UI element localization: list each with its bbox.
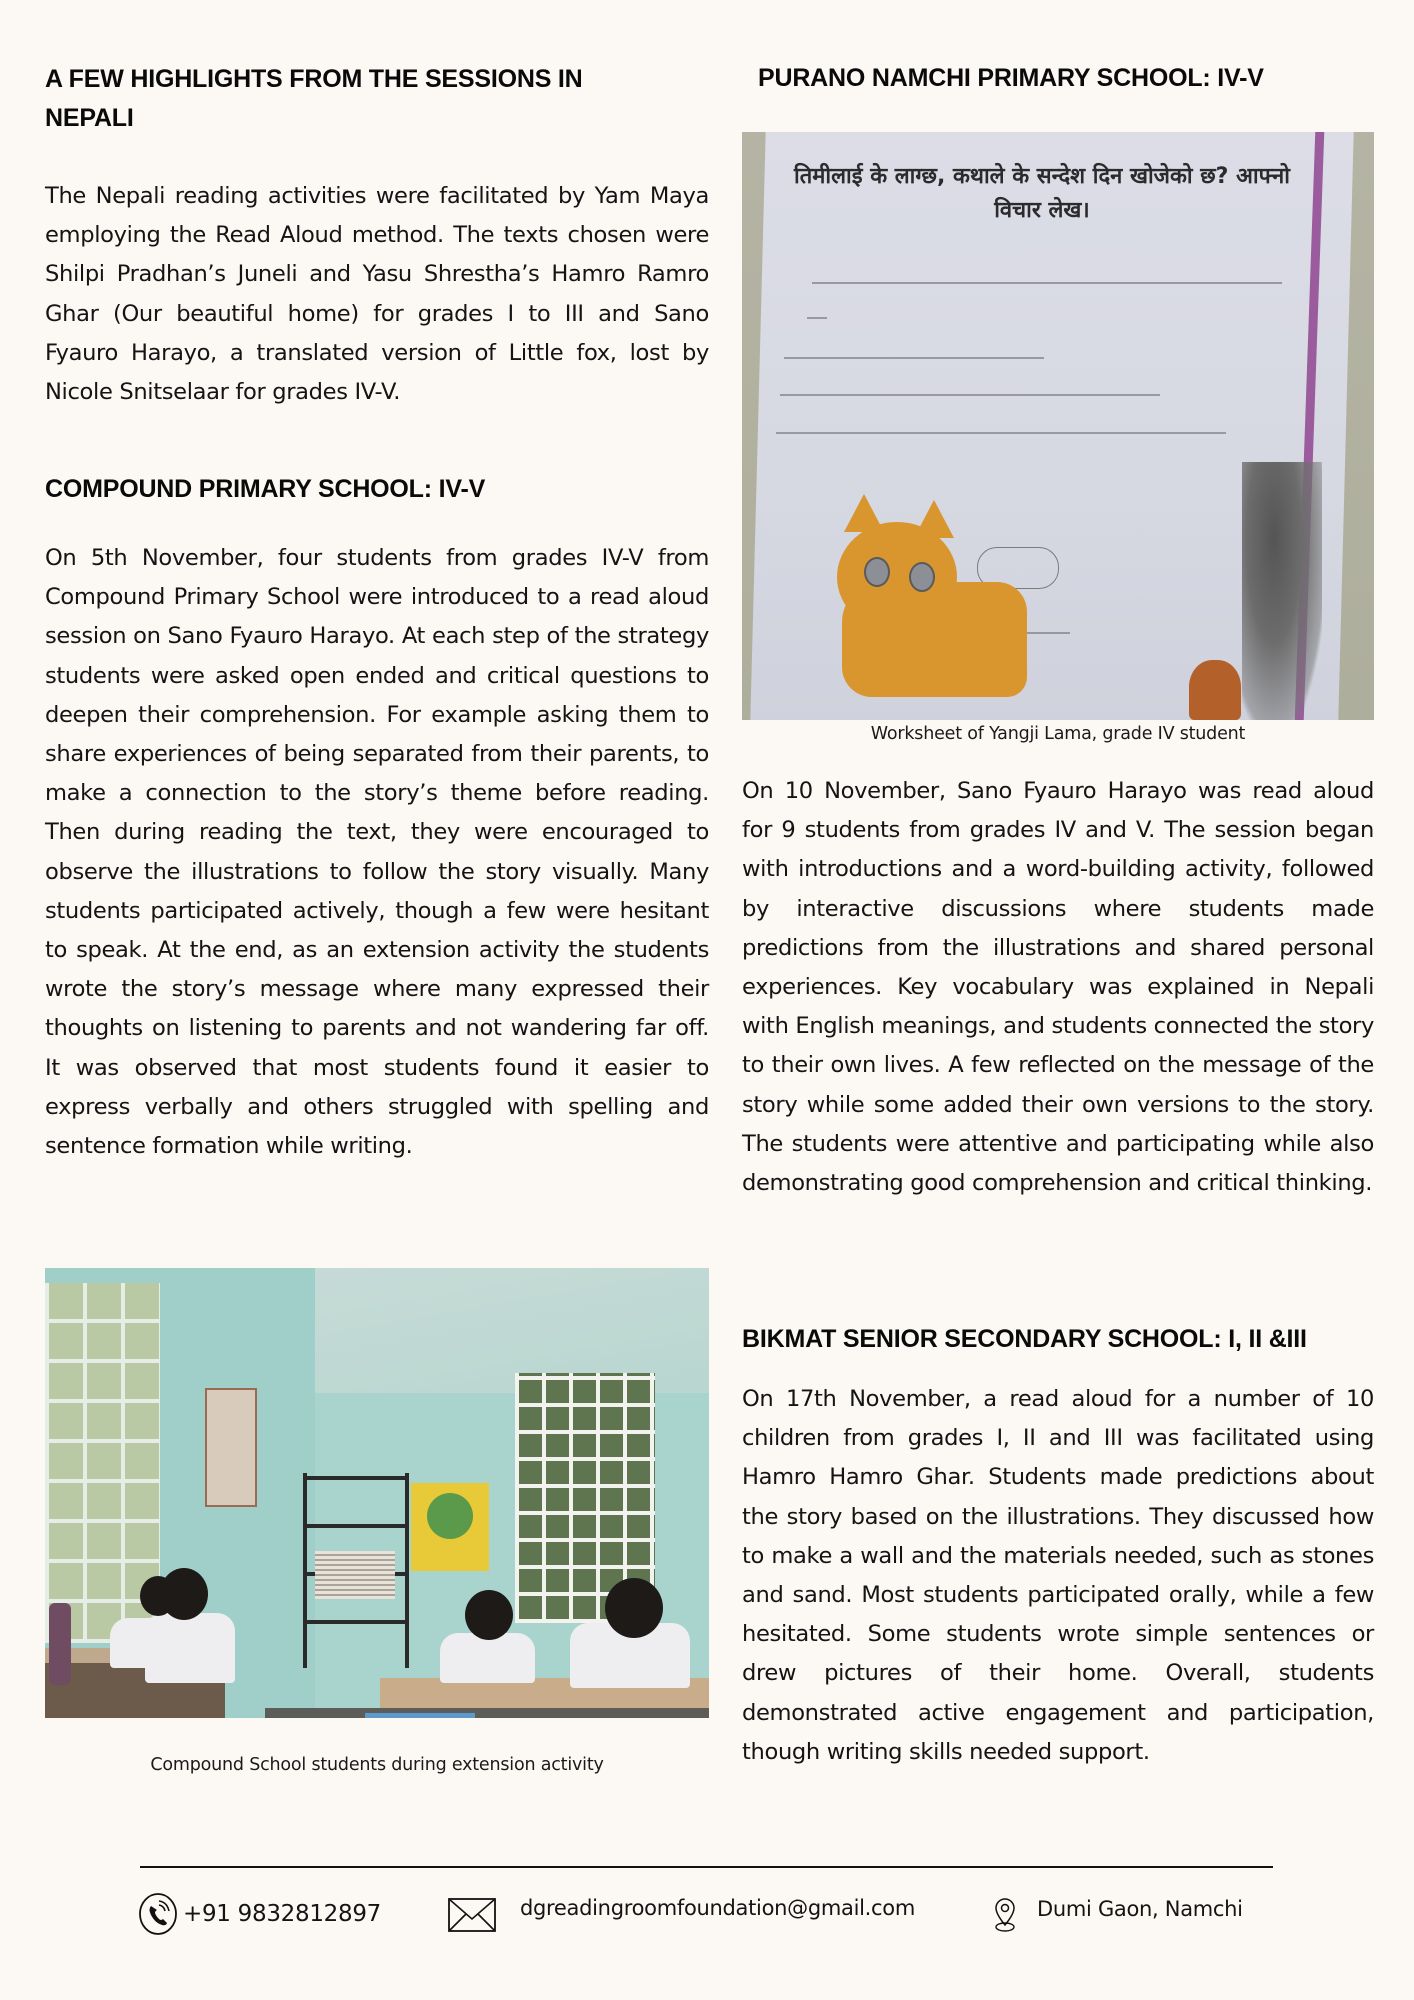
photo-blue-book (365, 1713, 475, 1718)
worksheet-cat-eye (864, 557, 890, 587)
footer-address (993, 1897, 1243, 1933)
classroom-photo (45, 1268, 709, 1718)
photo-student (440, 1633, 535, 1683)
worksheet-kitten-drawing (1189, 660, 1241, 720)
compound-school-paragraph: On 5th November, four students from grades IV-V from Compound Primary School were introduced to a read aloud session on Sano Fyauro Harayo. At each step of the strategy students were asked open ended and critical questions to deepen their comprehension. For example asking them to share experiences of being separated from their parents, to make a connection to the story’s theme before reading. Then during reading the text, they were encouraged to observe the illustrations to follow the story visually. Many students participated actively, though a few were hesitant to speak. At the end, as an extension activity the students wrote the story’s message where many expressed their thoughts on listening to parents and not wandering far off. It was observed that most students found it easier to express verbally and others struggled with spelling and sentence formation while writing. (45, 545, 709, 1160)
footer-email[interactable] (448, 1898, 915, 1932)
footer-divider (140, 1866, 1273, 1868)
compound-school-heading: COMPOUND PRIMARY SCHOOL: IV-V (45, 475, 486, 503)
worksheet-handwriting (780, 394, 1160, 396)
classroom-photo-caption: Compound School students during extension activity (150, 1755, 604, 1775)
purano-namchi-heading: PURANO NAMCHI PRIMARY SCHOOL: IV-V (758, 64, 1264, 92)
worksheet-photo-caption: Worksheet of Yangji Lama, grade IV student (870, 724, 1246, 744)
worksheet-cat-body (842, 582, 1027, 697)
phone-number[interactable]: +91 9832812897 (183, 1901, 381, 1927)
worksheet-photo (742, 132, 1374, 720)
footer-phone[interactable] (137, 1892, 381, 1936)
phone-icon (137, 1892, 179, 1936)
purano-namchi-paragraph: On 10 November, Sano Fyauro Harayo was read aloud for 9 students from grades IV and V. The session began with introductions and a word-building activity, followed by interactive discussions where students made predictions from the illustrations and shared personal experiences. Key vocabulary was explained in Nepali with English meanings, and students connected the story to their own lives. A few reflected on the message of the story while some added their own versions to the story. The students were attentive and participating while also demonstrating good comprehension and critical thinking. (742, 778, 1374, 1197)
photo-floor (265, 1708, 709, 1718)
worksheet-handwriting (807, 317, 827, 319)
mail-icon (448, 1898, 496, 1932)
worksheet-cat-eye (909, 562, 935, 592)
intro-paragraph: The Nepali reading activities were facilitated by Yam Maya employing the Read Aloud method. The texts chosen were Shilpi Pradhan’s Juneli and Yasu Shrestha’s Hamro Ramro Ghar (Our beautiful home) for grades I to III and Sano Fyauro Harayo, a translated version of Little fox, lost by Nicole Snitselaar for grades IV-V. (45, 183, 709, 406)
email-address[interactable]: dgreadingroomfoundation@gmail.com (520, 1896, 915, 1920)
bikmat-paragraph: On 17th November, a read aloud for a number of 10 children from grades I, II and III was facilitated using Hamro Hamro Ghar. Students made predictions about the story based on the illustrations. They discussed how to make a wall and the materials needed, such as stones and sand. Most students participated orally, while a few hesitated. Some students wrote simple sentences or drew pictures of their home. Overall, students demonstrated active engagement and participation, though writing skills needed support. (742, 1386, 1374, 1765)
photo-wall-poster (205, 1388, 257, 1507)
worksheet-tree-drawing (1242, 462, 1322, 720)
worksheet-handwriting (776, 432, 1226, 434)
photo-student-head (605, 1578, 663, 1638)
main-heading: A FEW HIGHLIGHTS FROM THE SESSIONS IN NEPALI (45, 65, 583, 132)
address-text: Dumi Gaon, Namchi (1037, 1897, 1243, 1921)
bikmat-heading: BIKMAT SENIOR SECONDARY SCHOOL: I, II &III (742, 1325, 1307, 1353)
photo-student (110, 1618, 170, 1668)
photo-student-head (465, 1590, 513, 1640)
worksheet-handwriting (812, 282, 1282, 284)
worksheet-handwriting (784, 357, 1044, 359)
photo-book-stack (315, 1551, 395, 1599)
photo-tree-poster (411, 1483, 489, 1571)
photo-bottle (49, 1603, 71, 1685)
photo-student-head (140, 1576, 176, 1616)
worksheet-printed-prompt: तिमीलाई के लाग्छ, कथाले के सन्देश दिन खोजेको छ? आफ्नो विचार लेख। (794, 164, 1290, 223)
location-pin-icon (993, 1897, 1017, 1933)
